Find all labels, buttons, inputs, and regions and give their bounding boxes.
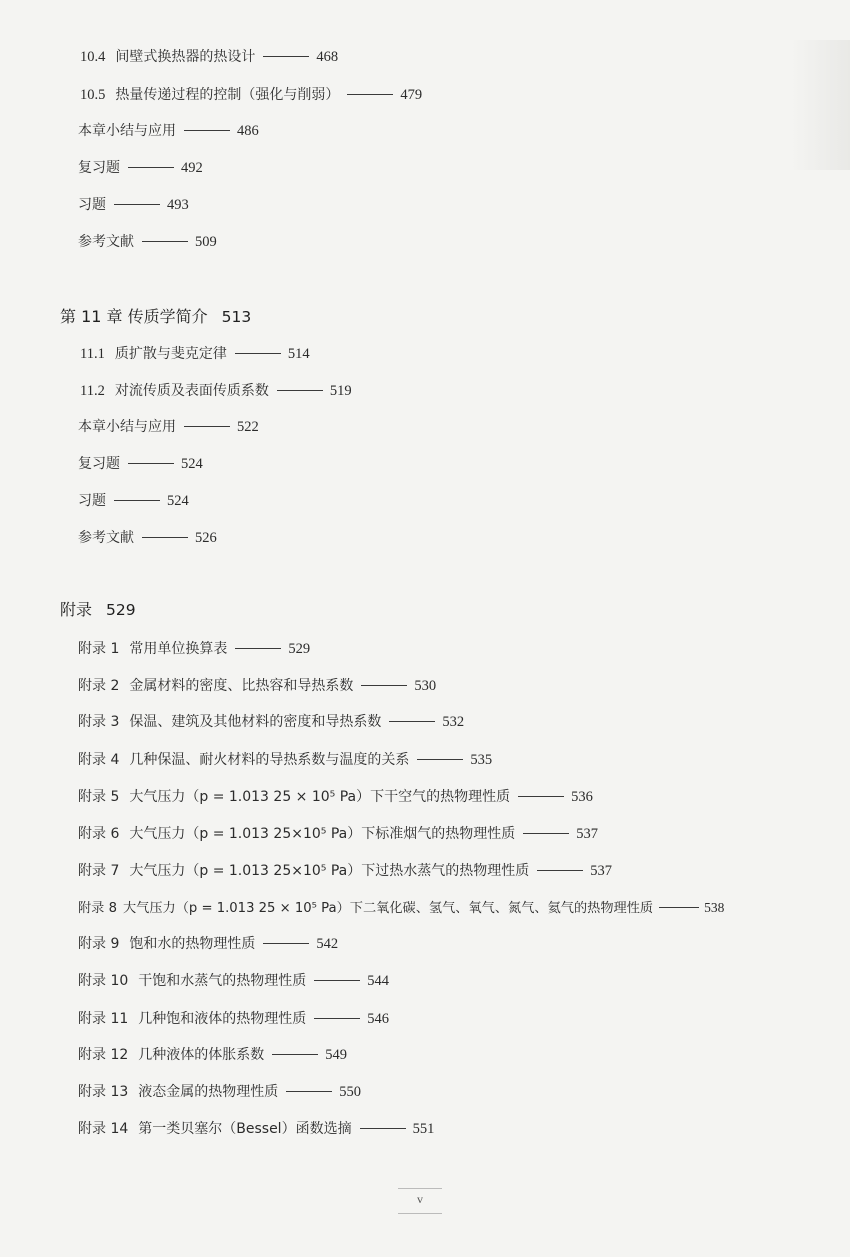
entry-title: 复习题	[78, 456, 120, 472]
leader-dash	[659, 907, 699, 908]
footer-rule-bottom	[398, 1213, 442, 1214]
entry-title: 几种饱和液体的热物理性质	[138, 1011, 307, 1027]
entry-page: 486	[237, 123, 259, 139]
toc-entry-appendix-12[interactable]	[78, 1045, 347, 1065]
leader-dash	[142, 241, 188, 242]
entry-page: 509	[195, 234, 217, 250]
toc-entry-appendix-2[interactable]	[78, 676, 436, 696]
entry-page: 492	[181, 160, 203, 176]
entry-number: 10.4	[80, 49, 106, 65]
leader-dash	[263, 943, 309, 944]
entry-title: 复习题	[78, 160, 120, 176]
entry-page: 524	[167, 493, 189, 509]
entry-number: 附录 8	[78, 901, 117, 916]
entry-number: 11.2	[80, 383, 105, 399]
entry-page: 514	[287, 346, 310, 362]
toc-entry-11-1[interactable]	[80, 344, 310, 364]
leader-dash	[235, 353, 281, 354]
toc-entry-appendix-14[interactable]	[78, 1119, 434, 1139]
entry-title: 质扩散与斐克定律	[114, 346, 227, 362]
toc-entry-appendix-13[interactable]	[78, 1082, 361, 1102]
leader-dash	[114, 500, 160, 501]
leader-dash	[361, 685, 407, 686]
entry-number: 附录 12	[78, 1047, 129, 1063]
leader-dash	[184, 130, 230, 131]
entry-title: 本章小结与应用	[78, 123, 176, 139]
entry-title: 本章小结与应用	[78, 419, 176, 435]
toc-entry-ch11-review[interactable]	[78, 454, 203, 474]
entry-title: 几种保温、耐火材料的导热系数与温度的关系	[129, 752, 410, 768]
toc-entry-11-2[interactable]	[80, 381, 352, 401]
entry-title: 大气压力（p = 1.013 25 × 10⁵ Pa）下二氧化碳、氢气、氧气、氮气、氦气的热物理性质	[122, 901, 654, 916]
entry-page: 519	[329, 383, 352, 399]
entry-page: 522	[237, 419, 259, 435]
entry-number: 附录 9	[78, 936, 120, 952]
entry-title: 参考文献	[78, 530, 134, 546]
entry-title: 参考文献	[78, 234, 134, 250]
leader-dash	[263, 56, 309, 57]
toc-entry-appendix-8[interactable]	[78, 898, 724, 919]
leader-dash	[272, 1054, 318, 1055]
entry-title: 大气压力（p = 1.013 25 × 10⁵ Pa）下干空气的热物理性质	[129, 789, 511, 805]
entry-number: 附录 3	[78, 714, 120, 730]
chapter-title: 附录	[60, 600, 93, 619]
leader-dash	[277, 390, 323, 391]
entry-number: 附录 4	[78, 752, 120, 768]
entry-number: 附录 6	[78, 826, 120, 842]
toc-entry-10-4[interactable]	[80, 47, 338, 67]
entry-title: 习题	[78, 493, 106, 509]
entry-title: 间壁式换热器的热设计	[115, 49, 256, 65]
toc-entry-appendix-1[interactable]	[78, 639, 310, 659]
entry-number: 附录 10	[78, 973, 129, 989]
entry-page: 544	[367, 973, 390, 989]
leader-dash	[537, 870, 583, 871]
leader-dash	[314, 980, 360, 981]
entry-title: 第一类贝塞尔（Bessel）函数选摘	[138, 1121, 352, 1137]
entry-page: 468	[316, 49, 339, 65]
toc-entry-ch10-exercises[interactable]	[78, 195, 189, 215]
entry-page: 538	[704, 900, 725, 915]
leader-dash	[360, 1128, 406, 1129]
leader-dash	[142, 537, 188, 538]
toc-entry-appendix-6[interactable]	[78, 824, 598, 844]
entry-title: 饱和水的热物理性质	[129, 936, 256, 952]
entry-page: 549	[325, 1047, 348, 1063]
leader-dash	[347, 94, 393, 95]
toc-entry-ch10-review[interactable]	[78, 158, 203, 178]
appendix-heading[interactable]	[60, 599, 136, 621]
toc-entry-ch10-summary[interactable]	[78, 121, 259, 141]
entry-title: 大气压力（p = 1.013 25×10⁵ Pa）下过热水蒸气的热物理性质	[129, 863, 530, 879]
entry-title: 热量传递过程的控制（强化与削弱）	[115, 87, 340, 103]
entry-page: 536	[571, 789, 593, 805]
toc-entry-ch11-exercises[interactable]	[78, 491, 189, 511]
entry-page: 550	[339, 1084, 362, 1100]
toc-entry-appendix-3[interactable]	[78, 712, 464, 732]
chapter-11-heading[interactable]	[60, 306, 251, 328]
entry-page: 542	[316, 936, 339, 952]
footer-page-label: v	[417, 1192, 423, 1206]
entry-title: 常用单位换算表	[129, 641, 228, 657]
entry-page: 537	[590, 863, 612, 879]
entry-title: 对流传质及表面传质系数	[114, 383, 269, 399]
toc-entry-appendix-4[interactable]	[78, 750, 492, 770]
chapter-page: 513	[221, 308, 252, 326]
entry-number: 附录 7	[78, 863, 120, 879]
entry-number: 附录 1	[78, 641, 120, 657]
entry-title: 金属材料的密度、比热容和导热系数	[129, 678, 354, 694]
entry-page: 526	[195, 530, 217, 546]
entry-page: 537	[576, 826, 598, 842]
leader-dash	[523, 833, 569, 834]
entry-number: 附录 11	[78, 1011, 129, 1027]
toc-entry-appendix-10[interactable]	[78, 971, 389, 991]
entry-title: 干饱和水蒸气的热物理性质	[138, 973, 307, 989]
entry-page: 532	[442, 714, 465, 730]
entry-page: 551	[412, 1121, 435, 1137]
leader-dash	[518, 796, 564, 797]
leader-dash	[235, 648, 281, 649]
leader-dash	[128, 167, 174, 168]
entry-number: 附录 14	[78, 1121, 129, 1137]
entry-title: 大气压力（p = 1.013 25×10⁵ Pa）下标准烟气的热物理性质	[129, 826, 516, 842]
entry-number: 附录 13	[78, 1084, 129, 1100]
entry-title: 液态金属的热物理性质	[138, 1084, 279, 1100]
entry-number: 11.1	[80, 346, 105, 362]
chapter-page: 529	[106, 601, 136, 619]
entry-page: 529	[288, 641, 311, 657]
toc-entry-appendix-9[interactable]	[78, 934, 338, 954]
entry-title: 几种液体的体胀系数	[138, 1047, 265, 1063]
scan-shadow	[790, 40, 850, 170]
entry-page: 479	[400, 87, 423, 103]
entry-page: 493	[167, 197, 189, 213]
entry-title: 习题	[78, 197, 106, 213]
toc-entry-appendix-7[interactable]	[78, 861, 612, 881]
entry-number: 附录 2	[78, 678, 120, 694]
toc-entry-ch10-references[interactable]	[78, 232, 217, 252]
leader-dash	[184, 426, 230, 427]
toc-entry-ch11-summary[interactable]	[78, 417, 259, 437]
chapter-title: 第 11 章 传质学简介	[60, 307, 208, 326]
leader-dash	[314, 1018, 360, 1019]
entry-page: 535	[470, 752, 493, 768]
entry-number: 10.5	[80, 87, 106, 103]
toc-entry-appendix-5[interactable]	[78, 787, 593, 807]
leader-dash	[114, 204, 160, 205]
leader-dash	[417, 759, 463, 760]
toc-entry-ch11-references[interactable]	[78, 528, 217, 548]
entry-title: 保温、建筑及其他材料的密度和导热系数	[129, 714, 382, 730]
entry-number: 附录 5	[78, 789, 120, 805]
footer-page-number	[398, 1185, 442, 1214]
leader-dash	[389, 721, 435, 722]
leader-dash	[128, 463, 174, 464]
toc-entry-appendix-11[interactable]	[78, 1009, 389, 1029]
entry-page: 524	[181, 456, 203, 472]
entry-page: 530	[414, 678, 437, 694]
entry-page: 546	[367, 1011, 390, 1027]
leader-dash	[286, 1091, 332, 1092]
toc-entry-10-5[interactable]	[80, 85, 422, 105]
